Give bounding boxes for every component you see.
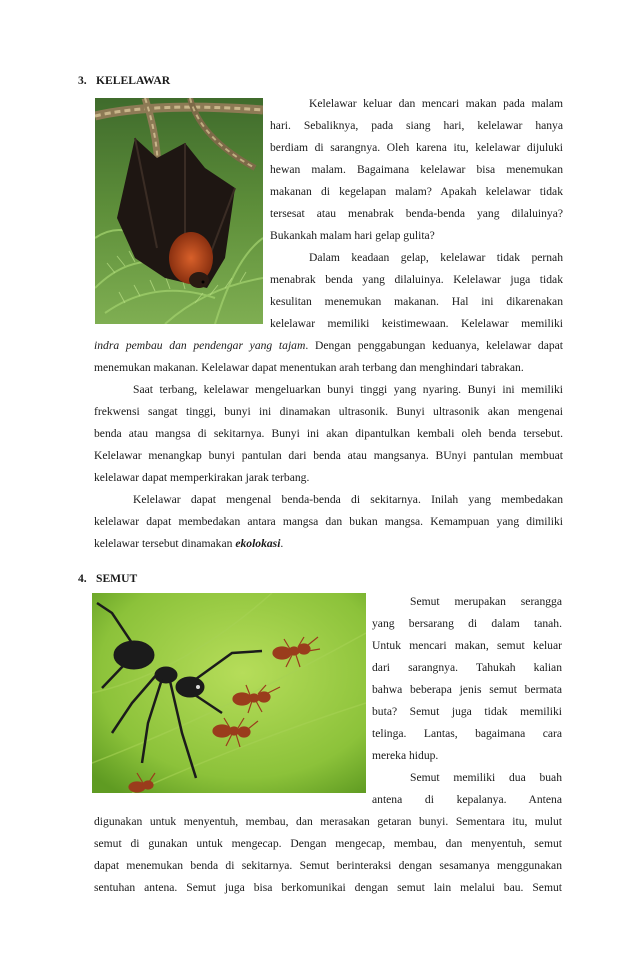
paragraph-line: kelelawar dapat membedakan antara mangsa dan bukan mangsa. Kemampuan yang dimiliki	[94, 515, 563, 528]
paragraph-line: menemukan makanan. Kelelawar dapat menentukan arah terbang dan menghindari tabrakan.	[94, 361, 524, 374]
section-heading-semut	[78, 572, 137, 585]
paragraph-line: yang bersarang di dalam tanah.	[372, 617, 562, 630]
ant-photo	[92, 593, 366, 793]
paragraph-line: dari sarangnya. Tahukah kalian	[372, 661, 562, 674]
paragraph-line: Bukankah malam hari gelap gulita?	[270, 229, 435, 242]
paragraph-line: Kelelawar dapat mengenal benda-benda di sekitarnya. Inilah yang membedakan	[133, 493, 563, 506]
paragraph-line: indra pembau dan pendengar yang tajam. Dengan penggabungan keduanya, kelelawar dapat	[94, 339, 563, 352]
paragraph-line: antena di kepalanya. Antena	[372, 793, 562, 806]
paragraph-line: semut di gunakan untuk mengecap. Dengan mengecap, membau, dan menyentuh, semut	[94, 837, 562, 850]
bat-photo	[95, 98, 263, 324]
section-title: SEMUT	[96, 572, 138, 585]
paragraph-line: kesulitan menemukan makanan. Hal ini dikarenakan	[270, 295, 563, 308]
paragraph-line: Saat terbang, kelelawar mengeluarkan bunyi tinggi yang nyaring. Bunyi ini memiliki	[133, 383, 563, 396]
section-heading-kelelawar	[78, 74, 170, 87]
paragraph-line: benda atau mangsa di sekitarnya. Bunyi ini akan dipantulkan kembali oleh benda tersebut.	[94, 427, 563, 440]
paragraph-line: digunakan untuk menyentuh, membau, dan merasakan getaran bunyi. Sementara itu, mulut	[94, 815, 562, 828]
paragraph-line: bahwa beberapa jenis semut bermata	[372, 683, 562, 696]
paragraph-line: Dalam keadaan gelap, kelelawar tidak pernah	[309, 251, 563, 264]
paragraph-line: Semut merupakan serangga	[410, 595, 562, 608]
paragraph-line: dapat menemukan benda di sekitarnya. Semut berinteraksi dengan sesamanya menggunakan	[94, 859, 562, 872]
section-number: 4.	[78, 572, 87, 585]
section-title: KELELAWAR	[96, 74, 171, 87]
paragraph-line: menabrak benda yang dilaluinya. Kelelawar juga tidak	[270, 273, 563, 286]
paragraph-line: Kelelawar keluar dan mencari makan pada malam	[309, 97, 563, 110]
paragraph-line: hari. Sebaliknya, pada siang hari, kelelawar hanya	[270, 119, 563, 132]
paragraph-line: tersesat atau menabrak benda-benda yang dilaluinya?	[270, 207, 563, 220]
paragraph-line: Kelelawar menangkap bunyi pantulan dari benda atau mangsanya. BUnyi pantulan membuat	[94, 449, 563, 462]
paragraph-line: sentuhan antena. Semut juga bisa berkomunikai dengan semut lain melalui bau. Semut	[94, 881, 562, 894]
paragraph-line: kelelawar dapat memperkirakan jarak terbang.	[94, 471, 310, 484]
paragraph-line: makanan di kegelapan malam? Apakah kelelawar tidak	[270, 185, 563, 198]
paragraph-line: hewan malam. Bagaimana kelelawar bisa menemukan	[270, 163, 563, 176]
paragraph-line: telinga. Lantas, bagaimana cara	[372, 727, 562, 740]
paragraph-line: buta? Semut juga tidak memiliki	[372, 705, 562, 718]
paragraph-line: Semut memiliki dua buah	[410, 771, 562, 784]
paragraph-line: kelelawar memiliki keistimewaan. Kelelawar memiliki	[270, 317, 563, 330]
paragraph-line: Untuk mencari makan, semut keluar	[372, 639, 562, 652]
paragraph-line: berdiam di sarangnya. Oleh karena itu, kelelawar dijuluki	[270, 141, 563, 154]
paragraph-line: kelelawar tersebut dinamakan ekolokasi.	[94, 537, 284, 550]
paragraph-line: mereka hidup.	[372, 749, 439, 762]
section-number: 3.	[78, 74, 87, 87]
emphasis-term: ekolokasi	[235, 537, 281, 550]
paragraph-line: frekwensi sangat tinggi, bunyi ini dinamakan ultrasonik. Bunyi ultrasonik akan mengenai	[94, 405, 563, 418]
emphasis-text: indra pembau dan pendengar yang tajam	[94, 339, 306, 352]
